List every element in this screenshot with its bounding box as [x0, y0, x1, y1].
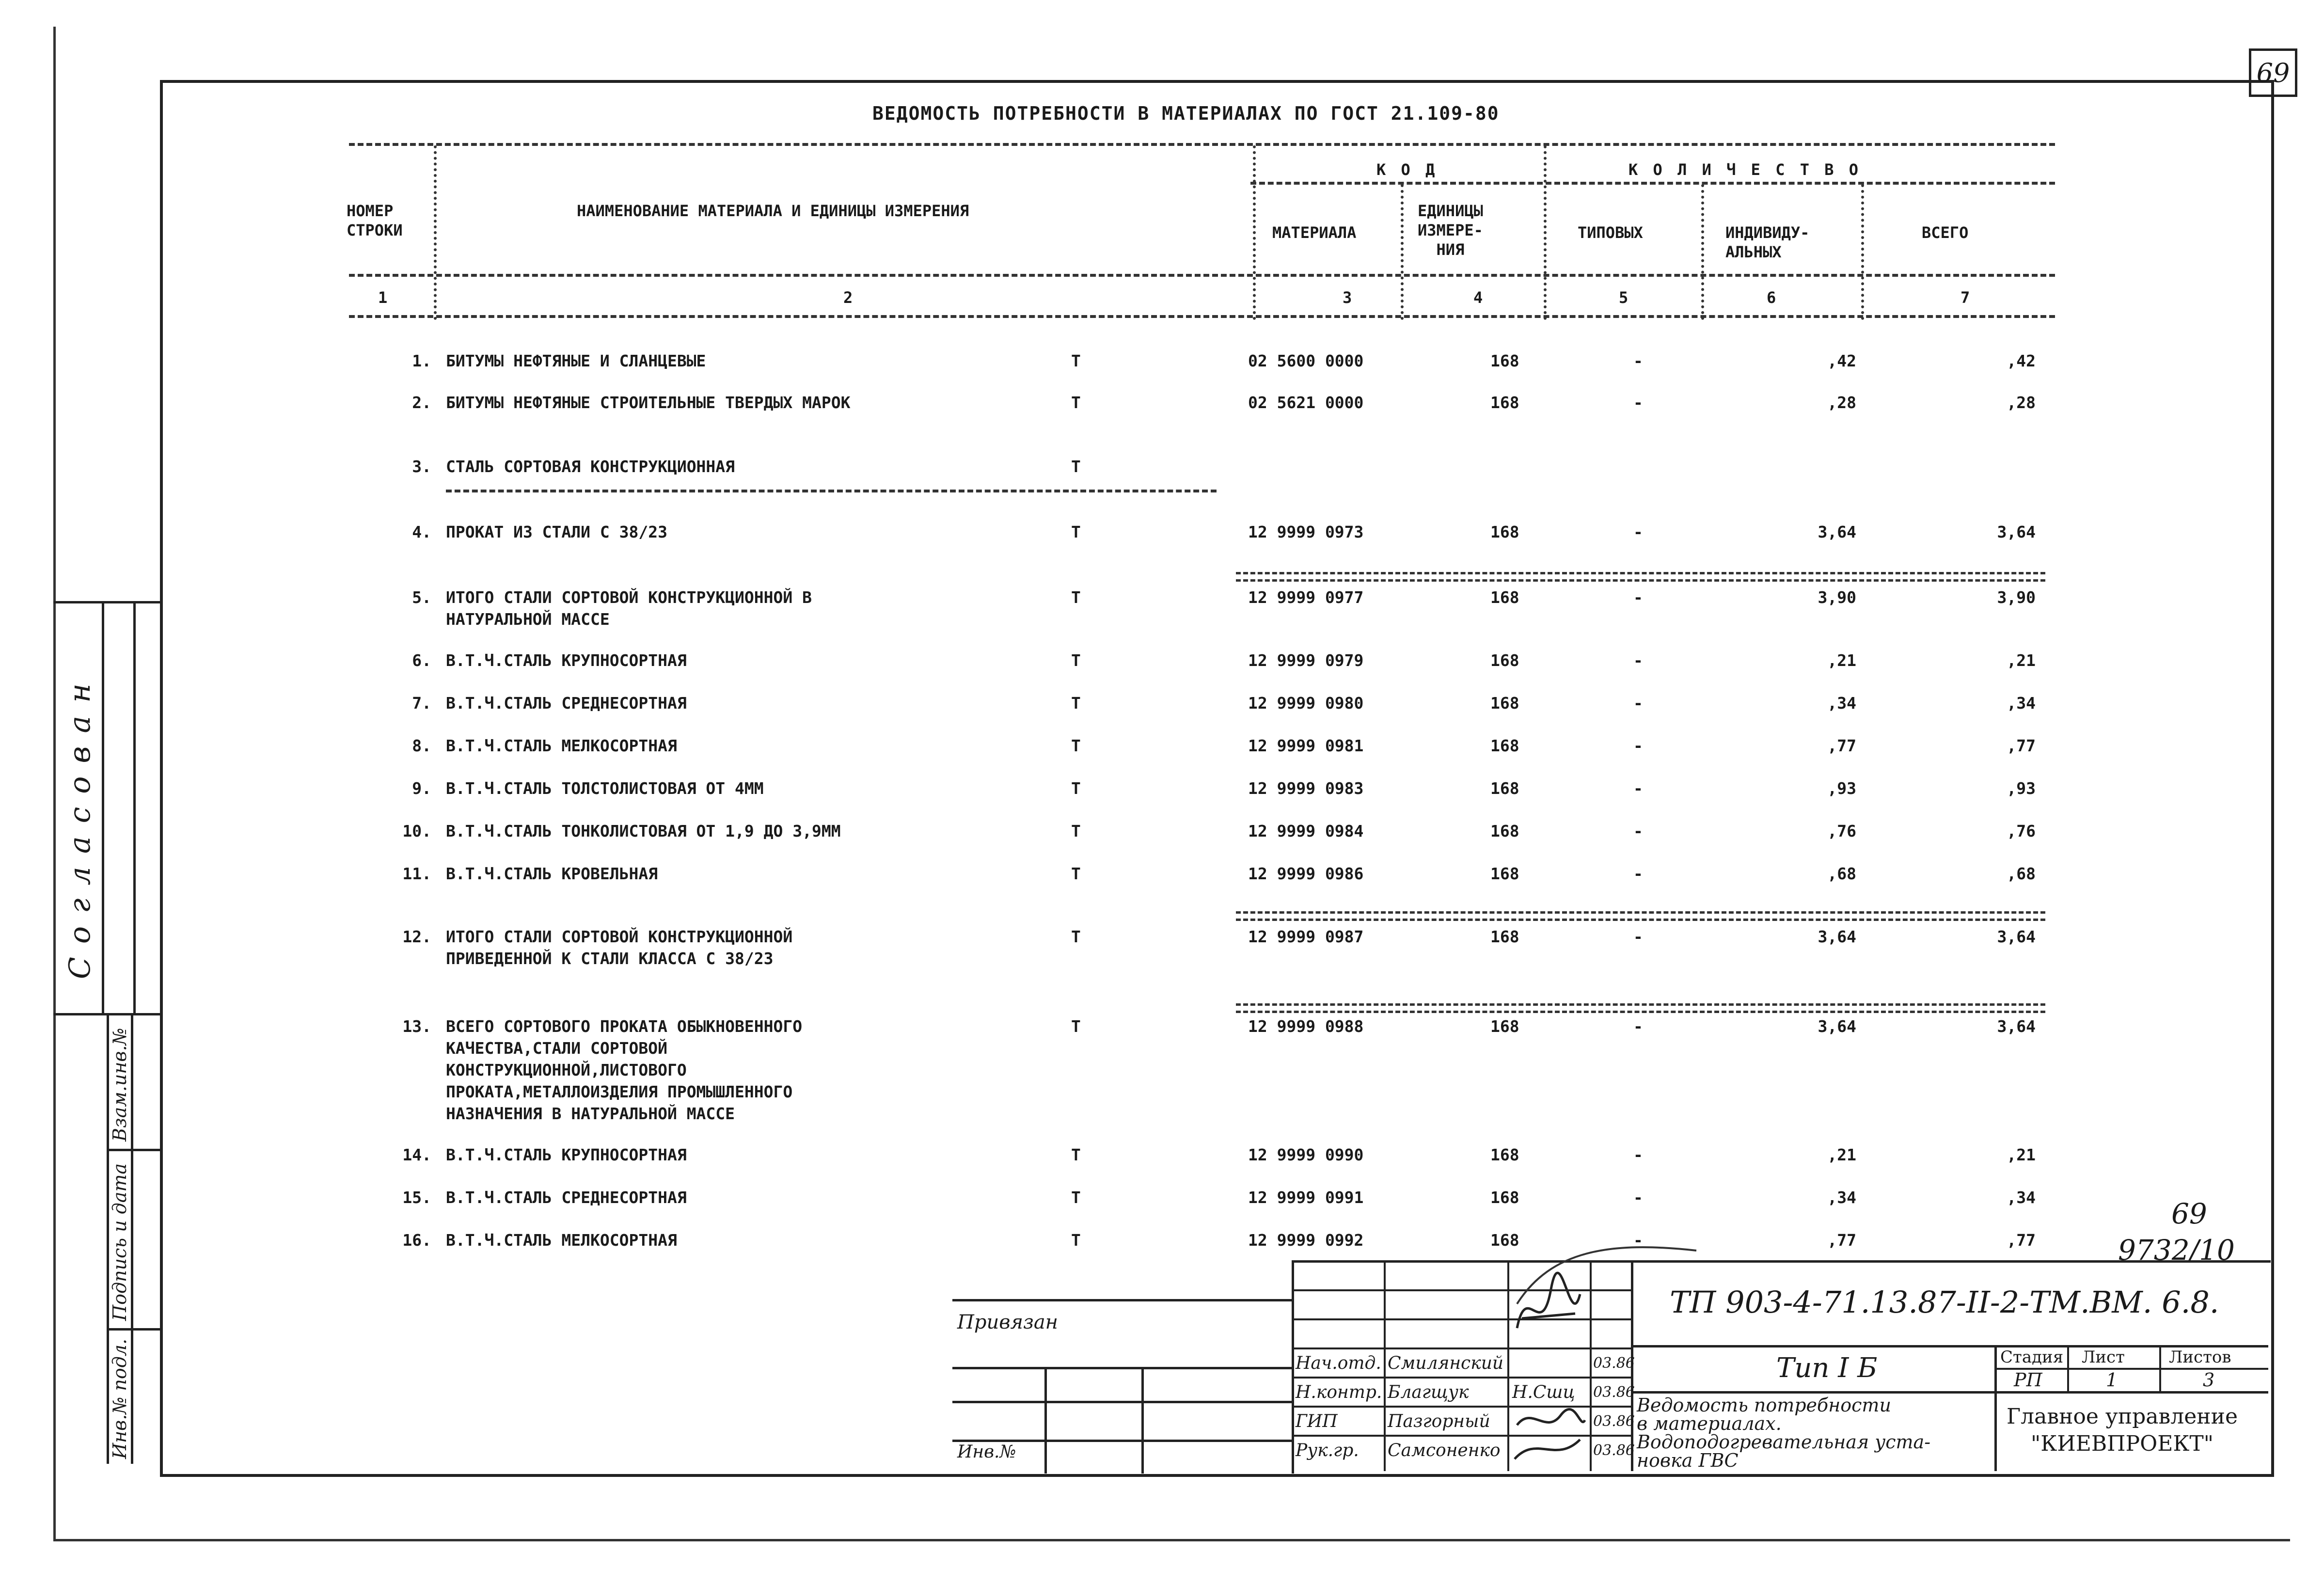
unit: Т [1071, 1017, 1081, 1036]
material-code: 12 9999 0984 [1248, 822, 1364, 840]
column-number: 1 [378, 288, 388, 307]
qty-typical: - [1633, 736, 1643, 755]
qty-typical: - [1633, 779, 1643, 798]
qty-individual: ,77 [1827, 1231, 1856, 1250]
qty-individual: 3,64 [1818, 1017, 1856, 1036]
stage-value: РП [2014, 1369, 2042, 1391]
unit-code: 168 [1490, 864, 1519, 883]
qty-typical: - [1633, 588, 1643, 607]
qty-total: ,93 [2007, 779, 2036, 798]
row-number: 16. [402, 1231, 431, 1250]
unit: Т [1071, 779, 1081, 798]
role-name: Пазгорный [1388, 1411, 1490, 1431]
material-code: 12 9999 0980 [1248, 694, 1364, 713]
unit-code: 168 [1490, 822, 1519, 840]
material-code: 12 9999 0987 [1248, 927, 1364, 946]
unit-code: 168 [1490, 779, 1519, 798]
orig-inv-label: Инв.№ подл. [109, 1338, 130, 1459]
material-code: 12 9999 0992 [1248, 1231, 1364, 1250]
material-name: БИТУМЫ НЕФТЯНЫЕ И СЛАНЦЕВЫЕ [446, 351, 706, 370]
column-number: 6 [1767, 288, 1776, 307]
organization: Главное управление "КИЕВПРОЕКТ" [2007, 1404, 2238, 1456]
inv-no-label: Инв.№ [957, 1442, 1016, 1462]
qty-typical: - [1633, 393, 1643, 412]
qty-total: 3,64 [1997, 523, 2036, 541]
qty-total: ,28 [2007, 393, 2036, 412]
header-divider [1544, 145, 1547, 320]
header-divider [1861, 184, 1864, 320]
row-number: 2. [412, 393, 431, 412]
material-code: 12 9999 0986 [1248, 864, 1364, 883]
unit-code: 168 [1490, 588, 1519, 607]
header-qty-total: ВСЕГО [1922, 223, 1969, 242]
qty-individual: ,34 [1827, 1188, 1856, 1207]
unit-code: 168 [1490, 523, 1519, 541]
header-code-unit: ЕДИНИЦЫ ИЗМЕРЕ- НИЯ [1418, 202, 1483, 259]
material-code: 12 9999 0988 [1248, 1017, 1364, 1036]
side-stamp-divider [131, 1013, 133, 1464]
qty-individual: ,76 [1827, 822, 1856, 840]
material-name: В.Т.Ч.СТАЛЬ ТОНКОЛИСТОВАЯ ОТ 1,9 ДО 3,9ММ [446, 822, 841, 840]
row-number: 1. [412, 351, 431, 370]
qty-individual: ,21 [1827, 651, 1856, 670]
qty-total: ,77 [2007, 736, 2036, 755]
signature-stroke [1512, 1231, 1706, 1309]
material-code: 02 5621 0000 [1248, 393, 1364, 412]
column-number: 5 [1619, 288, 1628, 307]
qty-typical: - [1633, 1231, 1643, 1250]
bound-label: Привязан [957, 1311, 1059, 1333]
qty-typical: - [1633, 651, 1643, 670]
qty-typical: - [1633, 1017, 1643, 1036]
row-number: 9. [412, 779, 431, 798]
role-date: 03.86 [1593, 1442, 1635, 1459]
unit-code: 168 [1490, 927, 1519, 946]
margin-inventory-number: 9732/10 [2118, 1234, 2235, 1267]
row-number: 5. [412, 588, 431, 607]
header-divider [1401, 184, 1404, 320]
colnum-rule [349, 315, 2055, 318]
row-number: 15. [402, 1188, 431, 1207]
header-qty-typical: ТИПОВЫХ [1578, 223, 1643, 242]
row-number: 14. [402, 1145, 431, 1164]
material-name: В.Т.Ч.СТАЛЬ КРОВЕЛЬНАЯ [446, 864, 658, 883]
qty-typical: - [1633, 523, 1643, 541]
row-underline [446, 490, 1217, 492]
margin-sheet-number: 69 [2171, 1197, 2207, 1230]
qty-individual: ,28 [1827, 393, 1856, 412]
material-name: В.Т.Ч.СТАЛЬ КРУПНОСОРТНАЯ [446, 1145, 687, 1164]
qty-individual: 3,64 [1818, 927, 1856, 946]
row-number: 4. [412, 523, 431, 541]
unit: Т [1071, 927, 1081, 946]
material-name: В.Т.Ч.СТАЛЬ МЕЛКОСОРТНАЯ [446, 1231, 677, 1250]
unit-code: 168 [1490, 1231, 1519, 1250]
agreed-label: С о г л а с о в а н [63, 681, 97, 979]
material-code: 12 9999 0983 [1248, 779, 1364, 798]
qty-individual: ,21 [1827, 1145, 1856, 1164]
unit: Т [1071, 1231, 1081, 1250]
document-title: ВЕДОМОСТЬ ПОТРЕБНОСТИ В МАТЕРИАЛАХ ПО ГОСТ 21.109-80 [872, 103, 1500, 124]
qty-total: ,42 [2007, 351, 2036, 370]
unit: Т [1071, 1145, 1081, 1164]
side-stamp-divider [107, 1149, 160, 1151]
title-divider [2159, 1345, 2161, 1391]
role-name: Благщук [1388, 1382, 1469, 1402]
qty-typical: - [1633, 1188, 1643, 1207]
qty-total: ,21 [2007, 651, 2036, 670]
qty-individual: ,93 [1827, 779, 1856, 798]
unit-code: 168 [1490, 1145, 1519, 1164]
qty-typical: - [1633, 822, 1643, 840]
unit: Т [1071, 393, 1081, 412]
unit: Т [1071, 822, 1081, 840]
replaced-inv-label: Взам.инв.№ [109, 1028, 130, 1141]
qty-individual: ,34 [1827, 694, 1856, 713]
unit-code: 168 [1490, 694, 1519, 713]
unit: Т [1071, 457, 1081, 476]
sheet-label: Лист [2082, 1347, 2125, 1367]
row-number: 13. [402, 1017, 431, 1036]
qty-total: ,76 [2007, 822, 2036, 840]
unit: Т [1071, 864, 1081, 883]
type-label: Тип I Б [1776, 1352, 1878, 1384]
qty-individual: ,68 [1827, 864, 1856, 883]
unit-code: 168 [1490, 1017, 1519, 1036]
header-material-name: НАИМЕНОВАНИЕ МАТЕРИАЛА И ЕДИНИЦЫ ИЗМЕРЕНИЯ [577, 202, 969, 220]
header-divider [1701, 184, 1704, 320]
role-date: 03.86 [1593, 1355, 1635, 1372]
row-number: 6. [412, 651, 431, 670]
qty-individual: ,77 [1827, 736, 1856, 755]
material-name: БИТУМЫ НЕФТЯНЫЕ СТРОИТЕЛЬНЫЕ ТВЕРДЫХ МАРОК [446, 393, 851, 412]
header-code-group: К О Д [1376, 160, 1438, 179]
title-divider [1631, 1391, 2268, 1394]
qty-individual: 3,90 [1818, 588, 1856, 607]
total-double-rule [1236, 572, 2045, 582]
material-name: ВСЕГО СОРТОВОГО ПРОКАТА ОБЫКНОВЕННОГО КАЧЕСТВА,СТАЛИ СОРТОВОЙ КОНСТРУКЦИОННОЙ,ЛИСТОВОГО ПРОКАТА,МЕТАЛЛОИЗДЕЛИЯ ПРОМЫШЛЕННОГО НАЗНАЧЕНИЯ В НАТУРАЛЬНОЙ МАССЕ [446, 1017, 803, 1123]
unit: Т [1071, 588, 1081, 607]
material-name: ИТОГО СТАЛИ СОРТОВОЙ КОНСТРУКЦИОННОЙ В НАТУРАЛЬНОЙ МАССЕ [446, 588, 812, 629]
material-code: 12 9999 0977 [1248, 588, 1364, 607]
role-label: Рук.гр. [1296, 1441, 1359, 1460]
sheets-value: 3 [2203, 1369, 2215, 1391]
material-name: ПРОКАТ ИЗ СТАЛИ С 38/23 [446, 523, 667, 541]
column-number: 4 [1473, 288, 1483, 307]
material-code: 12 9999 0990 [1248, 1145, 1364, 1164]
column-number: 3 [1343, 288, 1352, 307]
sheets-label: Листов [2169, 1347, 2231, 1367]
row-number: 3. [412, 457, 431, 476]
material-code: 12 9999 0979 [1248, 651, 1364, 670]
unit-code: 168 [1490, 736, 1519, 755]
column-number: 2 [843, 288, 853, 307]
header-qty-individual: ИНДИВИДУ- АЛЬНЫХ [1725, 223, 1810, 261]
sign-date-label: Подпись и дата [109, 1163, 130, 1321]
role-date: 03.86 [1593, 1413, 1635, 1430]
unit-code: 168 [1490, 651, 1519, 670]
side-stamp [53, 601, 160, 1464]
qty-total: 3,90 [1997, 588, 2036, 607]
header-code-material: МАТЕРИАЛА [1272, 223, 1357, 242]
title-divider [1994, 1345, 1997, 1471]
qty-total: ,34 [2007, 1188, 2036, 1207]
role-label: Н.контр. [1296, 1382, 1382, 1402]
qty-total: 3,64 [1997, 1017, 2036, 1036]
title-block [1292, 1260, 2268, 1471]
qty-typical: - [1633, 864, 1643, 883]
material-name: В.Т.Ч.СТАЛЬ КРУПНОСОРТНАЯ [446, 651, 687, 670]
document-code: ТП 903-4-71.13.87-II-2-ТМ.ВМ. 6.8. [1670, 1284, 2219, 1320]
qty-individual: 3,64 [1818, 523, 1856, 541]
qty-typical: - [1633, 351, 1643, 370]
qty-total: ,77 [2007, 1231, 2036, 1250]
binding-block [952, 1299, 1292, 1474]
qty-total: ,68 [2007, 864, 2036, 883]
row-number: 7. [412, 694, 431, 713]
qty-total: ,34 [2007, 694, 2036, 713]
unit-code: 168 [1490, 393, 1519, 412]
material-code: 02 5600 0000 [1248, 351, 1364, 370]
qty-individual: ,42 [1827, 351, 1856, 370]
column-number: 7 [1960, 288, 1970, 307]
row-number: 12. [402, 927, 431, 946]
header-qty-group: К О Л И Ч Е С Т В О [1628, 160, 1862, 179]
title-divider [2067, 1345, 2069, 1391]
material-code: 12 9999 0991 [1248, 1188, 1364, 1207]
binding-divider [1044, 1367, 1047, 1474]
total-double-rule [1236, 911, 2045, 921]
header-bottom-rule [349, 274, 2055, 277]
sheet-description: Ведомость потребности в материалах. Водоподогревательная уста- новка ГВС [1637, 1395, 1931, 1471]
qty-typical: - [1633, 927, 1643, 946]
side-stamp-divider [102, 601, 104, 1013]
qty-typical: - [1633, 694, 1643, 713]
unit: Т [1071, 694, 1081, 713]
row-number: 11. [402, 864, 431, 883]
material-code: 12 9999 0981 [1248, 736, 1364, 755]
material-name: СТАЛЬ СОРТОВАЯ КОНСТРУКЦИОННАЯ [446, 457, 735, 476]
unit: Т [1071, 523, 1081, 541]
unit: Т [1071, 1188, 1081, 1207]
unit: Т [1071, 736, 1081, 755]
side-stamp-divider [133, 601, 136, 1013]
header-divider [434, 145, 437, 320]
qty-total: 3,64 [1997, 927, 2036, 946]
unit-code: 168 [1490, 351, 1519, 370]
role-name: Смилянский [1388, 1353, 1504, 1373]
header-top-rule [349, 143, 2055, 146]
qty-typical: - [1633, 1145, 1643, 1164]
role-date: 03.86 [1593, 1384, 1635, 1401]
material-name: В.Т.Ч.СТАЛЬ МЕЛКОСОРТНАЯ [446, 736, 677, 755]
signature-short: Н.Сшц [1512, 1382, 1575, 1402]
material-name: В.Т.Ч.СТАЛЬ СРЕДНЕСОРТНАЯ [446, 1188, 687, 1207]
binding-divider [952, 1367, 1292, 1369]
header-mid-rule [1250, 182, 2055, 185]
unit: Т [1071, 651, 1081, 670]
header-row-number: НОМЕР СТРОКИ [347, 202, 403, 239]
title-divider [1384, 1260, 1386, 1471]
sheet-value: 1 [2106, 1369, 2118, 1391]
binding-divider [952, 1401, 1292, 1403]
role-name: Самсоненко [1388, 1441, 1501, 1460]
role-label: ГИП [1296, 1411, 1338, 1431]
qty-total: ,21 [2007, 1145, 2036, 1164]
side-stamp-divider [107, 1328, 160, 1331]
role-label: Нач.отд. [1296, 1353, 1381, 1373]
sheet-number: 69 [2249, 48, 2297, 97]
material-name: В.Т.Ч.СТАЛЬ СРЕДНЕСОРТНАЯ [446, 694, 687, 713]
row-number: 10. [402, 822, 431, 840]
material-name: В.Т.Ч.СТАЛЬ ТОЛСТОЛИСТОВАЯ ОТ 4ММ [446, 779, 764, 798]
row-number: 8. [412, 736, 431, 755]
total-double-rule [1236, 1003, 2045, 1013]
stage-label: Стадия [2000, 1347, 2064, 1367]
unit: Т [1071, 351, 1081, 370]
unit-code: 168 [1490, 1188, 1519, 1207]
material-name: ИТОГО СТАЛИ СОРТОВОЙ КОНСТРУКЦИОННОЙ ПРИВЕДЕННОЙ К СТАЛИ КЛАССА С 38/23 [446, 927, 793, 968]
binding-divider [1141, 1367, 1144, 1474]
header-divider [1253, 145, 1256, 320]
material-code: 12 9999 0973 [1248, 523, 1364, 541]
